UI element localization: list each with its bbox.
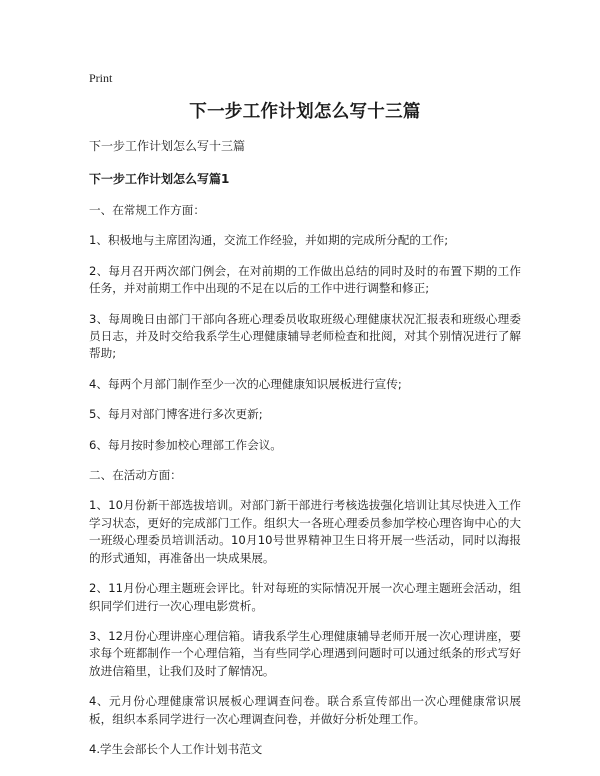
document-page [89,70,521,771]
document-title: 下一步工作计划怎么写十三篇 [189,102,421,122]
paragraph-activity-4: 4、元月份心理健康常识展板心理调查问卷。联合系宣传部出一次心理健康常识展板，组织本系同学进行一次心理调查问卷，并做好分析处理工作。 [89,694,521,726]
paragraph-activity-2: 2、11月份心理主题班会评比。针对每班的实际情况开展一次心理主题班会活动，组织同学们进行一次心理电影赏析。 [89,581,521,613]
paragraph-routine-6: 6、每月按时参加校心理部工作会议。 [89,437,282,452]
paragraph-activity-3: 3、12月份心理讲座心理信箱。请我系学生心理健康辅导老师开展一次心理讲座，要求每个班都制作一个心理信箱，当有些同学心理遇到问题时可以通过纸条的形式写好放进信箱里，让我们及时了解情况。 [89,628,521,678]
paragraph-routine-5: 5、每月对部门博客进行多次更新; [89,407,263,422]
paragraph-activity-heading: 二、在活动方面： [89,468,182,483]
document-subtitle: 下一步工作计划怎么写十三篇 [89,139,246,153]
paragraph-activity-1: 1、10月份新干部选拔培训。对部门新干部进行考核选拔强化培训让其尽快进入工作学习状态，更好的完成部门工作。组织大一各班心理委员参加学校心理咨询中心的大一班级心理委员培训活动。10月10号世界精神卫生日将开展一些活动，同时以海报的形式通知，再准备出一块成果展。 [89,498,521,565]
section-heading: 下一步工作计划怎么写篇1 [89,172,230,186]
paragraph-routine-heading: 一、在常规工作方面： [89,203,205,217]
paragraph-routine-3: 3、每周晚日由部门干部向各班心理委员收取班级心理健康状况汇报表和班级心理委员日志，并及时交给我系学生心理健康辅导老师检查和批阅，对其个别情况进行了解帮助; [89,311,521,361]
paragraph-routine-1: 1、积极地与主席团沟通，交流工作经验，并如期的完成所分配的工作; [89,233,449,248]
print-link[interactable]: Print [89,71,113,85]
paragraph-routine-2: 2、每月召开两次部门例会，在对前期的工作做出总结的同时及时的布置下期的工作任务，并对前期工作中出现的不足在以后的工作中进行调整和修正; [89,263,521,296]
paragraph-related-link: 4.学生会部长个人工作计划书范文 [89,741,263,756]
paragraph-routine-4: 4、每两个月部门制作至少一次的心理健康知识展板进行宣传; [89,376,402,391]
